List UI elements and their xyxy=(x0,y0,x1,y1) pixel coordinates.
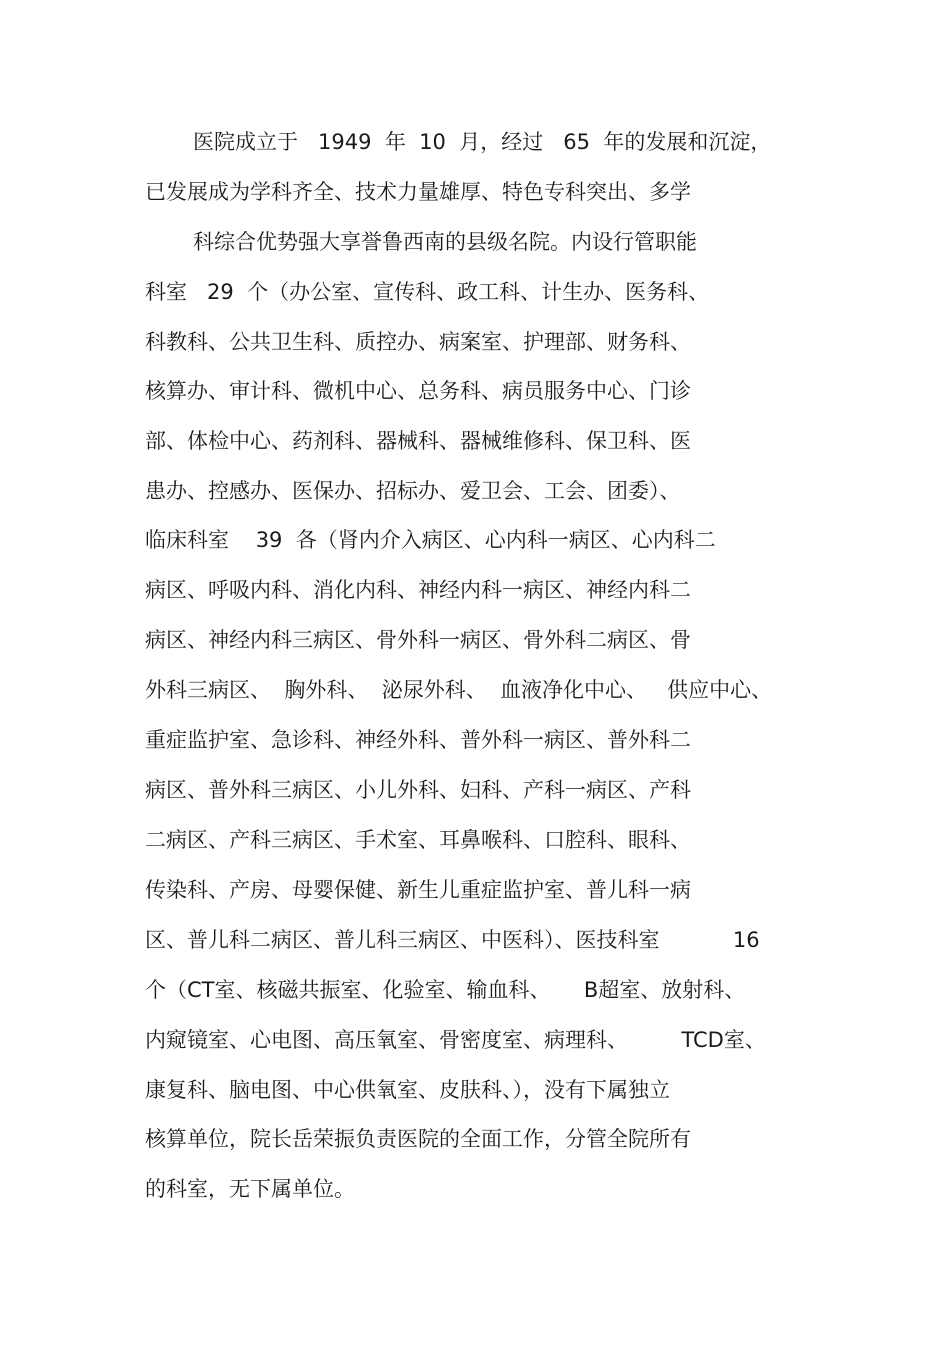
paragraph-line: 病区、神经内科三病区、骨外科一病区、骨外科二病区、骨 xyxy=(145,628,691,652)
paragraph-line: 内窥镜室、心电图、高压氧室、骨密度室、病理科、 TCD室、 xyxy=(145,1028,766,1052)
paragraph-line: 科教科、公共卫生科、质控办、病案室、护理部、财务科、 xyxy=(145,330,691,354)
paragraph-line: 部、体检中心、药剂科、器械科、器械维修科、保卫科、医 xyxy=(145,429,691,453)
paragraph-line: 科综合优势强大享誉鲁西南的县级名院。内设行管职能 xyxy=(193,230,697,254)
paragraph-line: 医院成立于 1949 年 10 月，经过 65 年的发展和沉淀， xyxy=(193,130,772,154)
paragraph-line: 区、普儿科二病区、普儿科三病区、中医科）、医技科室 16 xyxy=(145,928,760,952)
paragraph-line: 传染科、产房、母婴保健、新生儿重症监护室、普儿科一病 xyxy=(145,878,691,902)
paragraph-line: 核算单位，院长岳荣振负责医院的全面工作，分管全院所有 xyxy=(145,1127,691,1151)
paragraph-line: 科室 29 个（办公室、宣传科、政工科、计生办、医务科、 xyxy=(145,280,710,304)
paragraph-line: 外科三病区、 胸外科、 泌尿外科、 血液净化中心、 供应中心、 xyxy=(145,678,773,702)
paragraph-line: 临床科室 39 各（肾内介入病区、心内科一病区、心内科二 xyxy=(145,528,716,552)
paragraph-line: 患办、控感办、医保办、招标办、爱卫会、工会、团委）、 xyxy=(145,479,681,503)
paragraph-line: 重症监护室、急诊科、神经外科、普外科一病区、普外科二 xyxy=(145,728,691,752)
paragraph-line: 的科室，无下属单位。 xyxy=(145,1177,355,1201)
paragraph-line: 已发展成为学科齐全、技术力量雄厚、特色专科突出、多学 xyxy=(145,180,691,204)
paragraph-line: 个（CT室、核磁共振室、化验室、输血科、 B超室、放射科、 xyxy=(145,978,746,1002)
paragraph-line: 病区、呼吸内科、消化内科、神经内科一病区、神经内科二 xyxy=(145,578,691,602)
paragraph-line: 康复科、脑电图、中心供氧室、皮肤科、），没有下属独立 xyxy=(145,1078,670,1102)
paragraph-line: 核算办、审计科、微机中心、总务科、病员服务中心、门诊 xyxy=(145,379,691,403)
paragraph-line: 二病区、产科三病区、手术室、耳鼻喉科、口腔科、眼科、 xyxy=(145,828,691,852)
paragraph-line: 病区、普外科三病区、小儿外科、妇科、产科一病区、产科 xyxy=(145,778,691,802)
